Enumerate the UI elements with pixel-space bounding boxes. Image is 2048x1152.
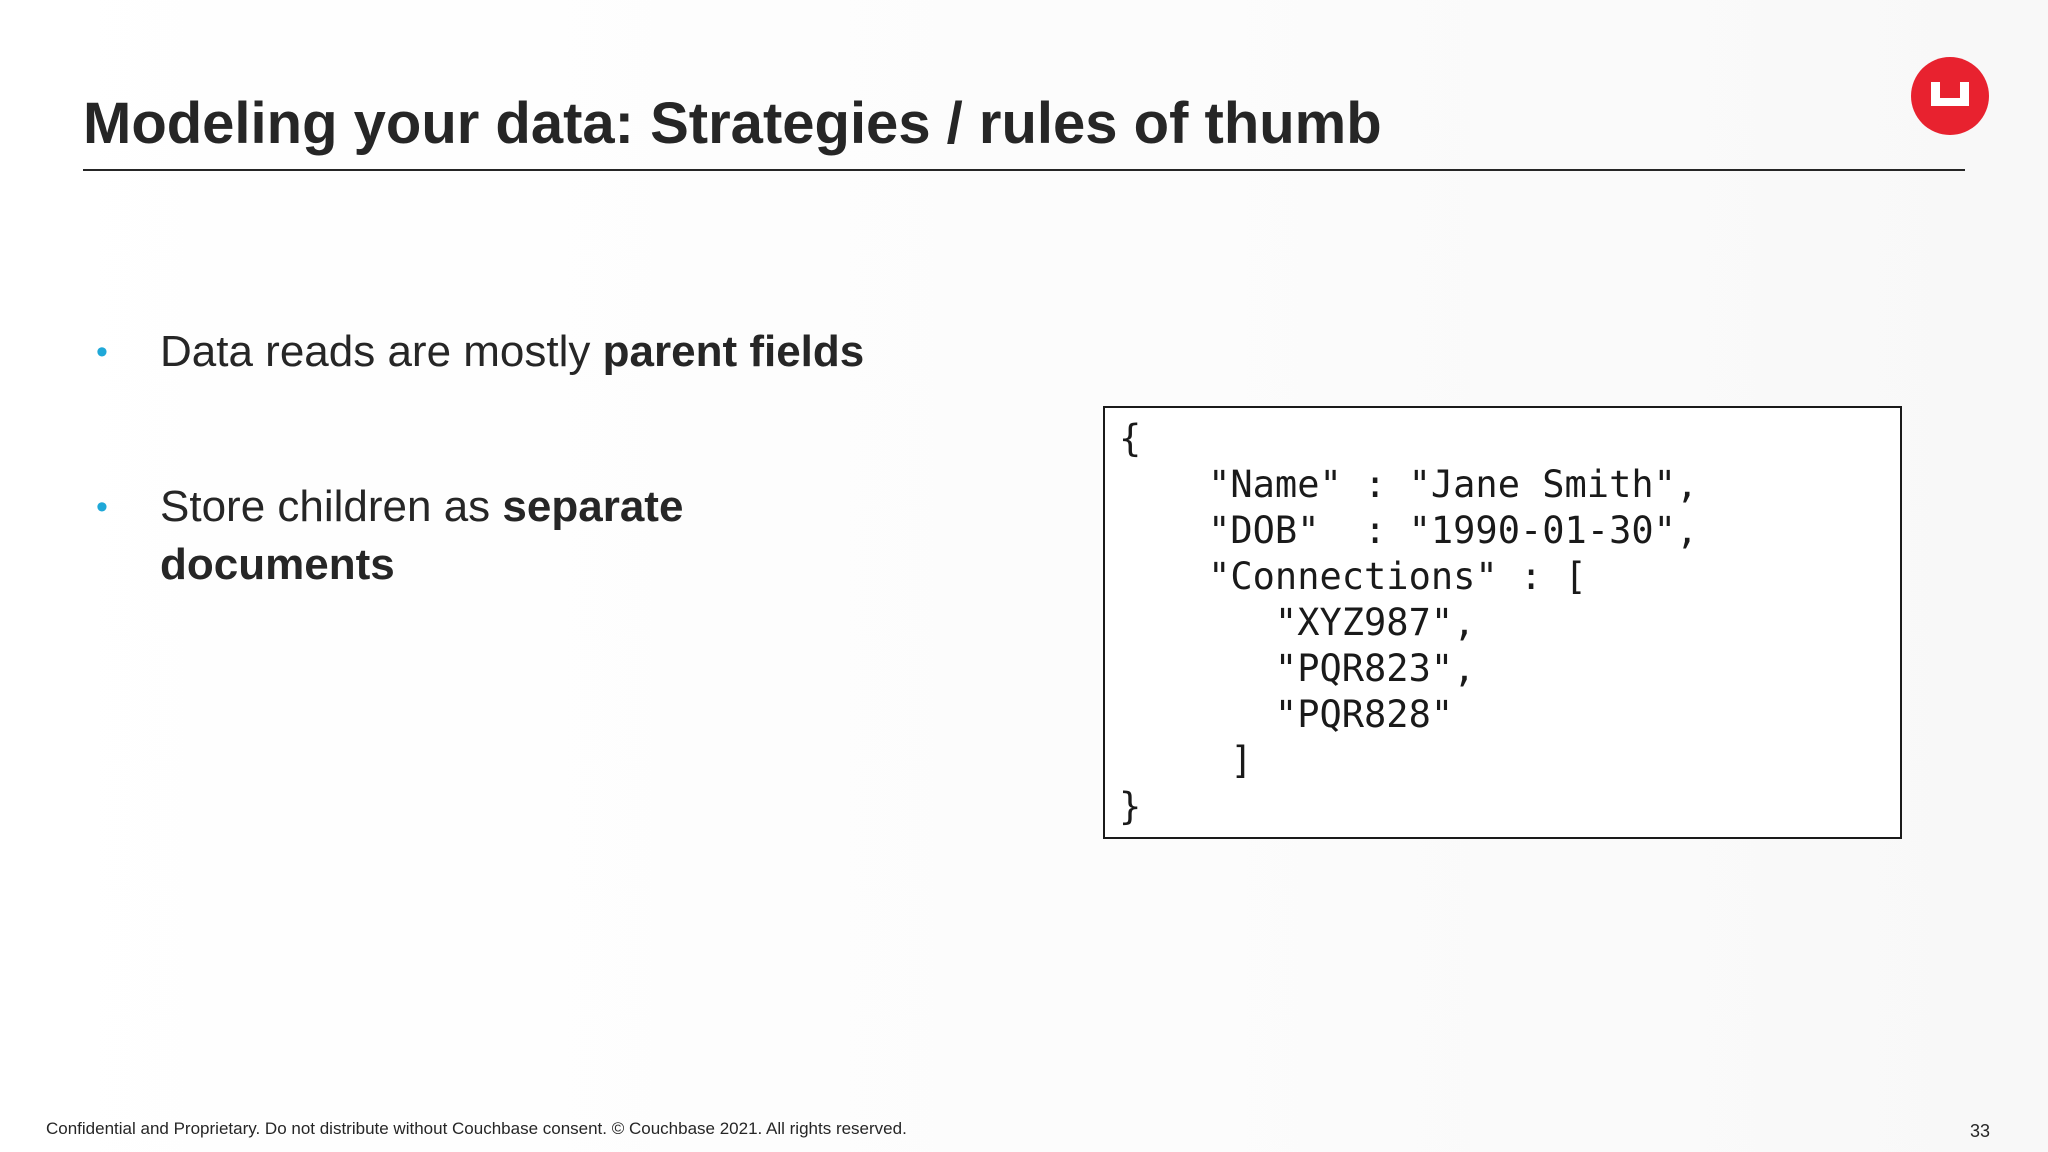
slide-title: Modeling your data: Strategies / rules of thumb <box>83 91 1382 156</box>
bullet-text <box>160 478 780 594</box>
bullet-dot-icon: • <box>96 333 108 371</box>
bullet-text-regular: Data reads are mostly <box>160 327 603 376</box>
code-line: "DOB" : "1990-01-30", <box>1119 509 1699 552</box>
json-code-example <box>1103 406 1902 839</box>
bullet-dot-icon: • <box>96 488 108 526</box>
logo-mark-icon <box>1927 79 1973 109</box>
code-line: "XYZ987", <box>1119 601 1476 644</box>
code-line: "PQR823", <box>1119 647 1476 690</box>
bullet-text <box>160 323 920 381</box>
code-line: { <box>1119 417 1142 460</box>
bullet-text-regular: Store children as <box>160 482 503 531</box>
title-divider <box>83 169 1965 171</box>
code-line: } <box>1119 785 1142 828</box>
code-line: ] <box>1119 739 1253 782</box>
bullet-text-bold: separate documents <box>160 482 684 589</box>
couchbase-logo-icon <box>1911 57 1989 135</box>
code-line: "Name" : "Jane Smith", <box>1119 463 1699 506</box>
bullet-text-bold: parent fields <box>602 327 865 376</box>
code-line: "Connections" : [ <box>1119 555 1587 598</box>
footer-confidentiality-notice: Confidential and Proprietary. Do not distribute without Couchbase consent. © Couchbase 2021. All rights reserved. <box>46 1119 907 1138</box>
code-line: "PQR828" <box>1119 693 1454 736</box>
page-number: 33 <box>1969 1121 1990 1141</box>
